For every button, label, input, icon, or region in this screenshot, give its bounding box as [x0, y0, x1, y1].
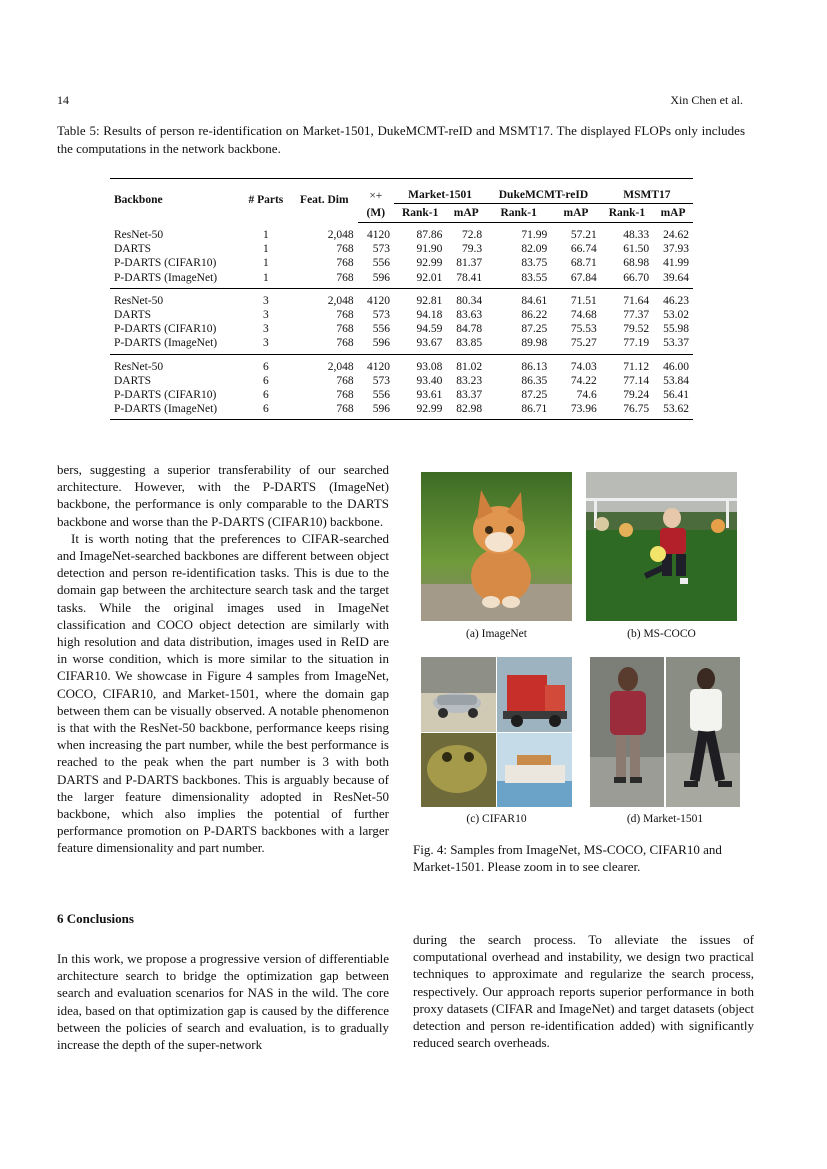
cell-msmt-rank1: 77.19 — [601, 336, 653, 354]
cell-parts: 3 — [263, 309, 269, 322]
col-market-rank1: Rank-1 — [394, 204, 446, 223]
cell-msmt-map: 53.02 — [663, 309, 689, 322]
cell-parts: 1 — [241, 271, 291, 289]
cell-feat-dim: 2,048 — [327, 228, 354, 241]
cell-msmt-rank1: 68.98 — [623, 257, 650, 270]
table-group-3-parts — [110, 288, 693, 354]
cell-backbone: P-DARTS (CIFAR10) — [114, 257, 217, 270]
table-row — [110, 336, 693, 354]
cell-flops: 556 — [372, 257, 391, 270]
cell-msmt-rank1: 77.14 — [623, 374, 650, 387]
figure-caption: Fig. 4: Samples from ImageNet, MS-COCO, CIFAR10 and Market-1501. Please zoom in to see clearer. — [413, 842, 722, 875]
table-group-6-parts — [110, 354, 693, 420]
cell-feat-dim: 768 — [291, 271, 358, 289]
conclusions-paragraph: In this work, we propose a progressive version of differentiable architecture search to bridge the optimization gap between search and evaluation scenarios for NAS in the wild. The core idea, based on that optimization gap is caused by the difference between the policies of search and evaluation, is to gradually increase the depth of the super-network — [57, 951, 389, 1053]
col-backbone: Backbone — [110, 179, 241, 223]
cell-backbone: DARTS — [114, 309, 152, 322]
col-msmt: MSMT17 — [601, 179, 693, 204]
cell-flops: 596 — [358, 402, 394, 420]
cell-duke-map: 74.6 — [576, 388, 597, 401]
cell-market-map: 83.85 — [446, 336, 486, 354]
cell-feat-dim: 768 — [336, 243, 354, 256]
cell-backbone: P-DARTS (ImageNet) — [110, 271, 241, 289]
cell-flops: 4120 — [367, 360, 391, 373]
cell-msmt-rank1: 66.70 — [601, 271, 653, 289]
cell-msmt-map: 55.98 — [663, 323, 689, 336]
cell-flops: 4120 — [367, 229, 391, 242]
table-row — [110, 322, 693, 336]
cell-duke-map: 68.71 — [570, 257, 597, 270]
running-author: Xin Chen et al. — [670, 93, 743, 107]
cell-duke-rank1: 86.13 — [521, 360, 548, 373]
table-row — [110, 223, 693, 243]
cell-market-rank1: 94.59 — [416, 323, 443, 336]
cell-market-rank1: 92.99 — [416, 257, 443, 270]
cell-parts: 3 — [241, 336, 291, 354]
market1501-sample-image-1 — [590, 657, 664, 807]
cell-msmt-rank1: 76.75 — [601, 402, 653, 420]
cell-feat-dim: 768 — [336, 374, 354, 387]
cell-msmt-map: 24.62 — [663, 229, 689, 242]
cell-flops: 596 — [358, 271, 394, 289]
cell-duke-rank1: 82.09 — [521, 243, 548, 256]
col-flops-unit: (M) — [358, 204, 394, 223]
cell-msmt-map: 41.99 — [663, 257, 689, 270]
table-row — [110, 288, 693, 308]
cell-market-map: 81.37 — [456, 257, 483, 270]
cell-parts: 3 — [263, 294, 269, 307]
col-flops-symbol: ×+ — [358, 179, 394, 204]
cell-market-map: 82.98 — [446, 402, 486, 420]
cell-msmt-map: 53.62 — [653, 402, 693, 420]
col-duke: DukeMCMT-reID — [486, 179, 601, 204]
cell-market-map: 81.02 — [456, 360, 483, 373]
subcaption-imagenet: (a) ImageNet — [466, 628, 527, 640]
table-row — [110, 308, 693, 322]
conclusions-left-column — [57, 950, 389, 1053]
cell-feat-dim: 768 — [336, 323, 354, 336]
table-row — [110, 271, 693, 289]
conclusions-paragraph-continued: during the search process. To alleviate the issues of computational overhead and instability, we design two practical techniques to approximate and regularize the search process, respectively. Our approach reports superior performance in both proxy datasets (CIFAR and ImageNet) and target datasets (object detection and person re-identification added) with significantly reduced search overheads. — [413, 932, 754, 1051]
cell-flops: 556 — [372, 323, 391, 336]
cell-backbone: P-DARTS (ImageNet) — [110, 402, 241, 420]
cell-backbone: P-DARTS (CIFAR10) — [114, 388, 217, 401]
subcaption-cifar10: (c) CIFAR10 — [466, 813, 527, 825]
cell-flops: 4120 — [367, 294, 391, 307]
running-head — [57, 93, 743, 108]
cell-market-map: 78.41 — [446, 271, 486, 289]
cell-parts: 1 — [263, 257, 269, 270]
cell-duke-map: 67.84 — [551, 271, 601, 289]
cell-backbone: ResNet-50 — [114, 294, 164, 307]
cell-market-map: 83.37 — [456, 388, 483, 401]
cell-market-rank1: 93.40 — [416, 374, 443, 387]
col-market-map: mAP — [446, 204, 486, 223]
cell-feat-dim: 2,048 — [327, 294, 354, 307]
cell-parts: 1 — [263, 228, 269, 241]
conclusions-right-column — [413, 931, 754, 1051]
table-caption: Table 5: Results of person re-identification on Market-1501, DukeMCMT-reID and MSMT17. The displayed FLOPs only includes the computations in the network backbone. — [57, 123, 745, 156]
cell-flops: 573 — [372, 309, 391, 322]
cell-duke-rank1: 86.35 — [521, 374, 548, 387]
cell-market-rank1: 87.86 — [416, 229, 443, 242]
cell-msmt-map: 53.37 — [653, 336, 693, 354]
cell-parts: 6 — [263, 388, 269, 401]
cell-parts: 3 — [263, 323, 269, 336]
col-duke-map: mAP — [551, 204, 601, 223]
page-number: 14 — [57, 93, 69, 107]
cell-duke-map: 73.96 — [551, 402, 601, 420]
cell-feat-dim: 2,048 — [327, 360, 354, 373]
col-duke-rank1: Rank-1 — [486, 204, 551, 223]
cell-msmt-map: 39.64 — [653, 271, 693, 289]
cell-feat-dim: 768 — [291, 336, 358, 354]
col-feat-dim: Feat. Dim — [291, 179, 358, 223]
cell-msmt-rank1: 61.50 — [623, 243, 650, 256]
cell-duke-map: 74.22 — [570, 374, 597, 387]
cell-flops: 573 — [372, 243, 391, 256]
body-left-column — [57, 461, 389, 857]
cell-market-map: 79.3 — [462, 243, 483, 256]
cell-msmt-map: 46.00 — [663, 360, 689, 373]
cell-parts: 1 — [263, 243, 269, 256]
subcaption-mscoco: (b) MS-COCO — [627, 628, 696, 640]
cell-msmt-rank1: 71.64 — [623, 294, 650, 307]
table-row — [110, 354, 693, 374]
cell-msmt-map: 46.23 — [663, 294, 689, 307]
cell-market-rank1: 92.99 — [394, 402, 446, 420]
cell-msmt-rank1: 79.24 — [623, 388, 650, 401]
table-row — [110, 388, 693, 402]
cell-backbone: P-DARTS (ImageNet) — [110, 336, 241, 354]
cell-market-rank1: 94.18 — [416, 309, 443, 322]
cell-market-rank1: 93.61 — [416, 388, 443, 401]
cell-msmt-rank1: 77.37 — [623, 309, 650, 322]
table-group-1-part — [110, 223, 693, 289]
cell-msmt-map: 56.41 — [663, 388, 689, 401]
cell-market-map: 83.63 — [456, 309, 483, 322]
table-row — [110, 402, 693, 420]
col-parts: # Parts — [241, 179, 291, 223]
cell-duke-rank1: 87.25 — [521, 388, 548, 401]
cell-duke-map: 66.74 — [570, 243, 597, 256]
cifar10-sample-image — [421, 657, 572, 807]
cell-parts: 6 — [263, 374, 269, 387]
cell-msmt-rank1: 79.52 — [623, 323, 650, 336]
cell-feat-dim: 768 — [336, 388, 354, 401]
table-row — [110, 242, 693, 256]
cell-msmt-map: 37.93 — [663, 243, 689, 256]
cell-msmt-map: 53.84 — [663, 374, 689, 387]
subcaption-market1501: (d) Market-1501 — [626, 813, 704, 825]
cell-backbone: ResNet-50 — [114, 360, 164, 373]
cell-backbone: DARTS — [114, 243, 152, 256]
cell-duke-rank1: 86.22 — [521, 309, 548, 322]
mscoco-sample-image — [586, 472, 737, 621]
cell-flops: 573 — [372, 374, 391, 387]
col-market: Market-1501 — [394, 179, 486, 204]
body-paragraph: It is worth noting that the preferences to CIFAR-searched and ImageNet-searched backbones are different between object detection and person re-identification tasks. This is due to the domain gap between the architecture search task and the target tasks. While the original images used in ImageNet classification and COCO object detection are similarly with high resolution and data distribution, images used in ReID are in worse condition, which is more similar to the situation in CIFAR10. We showcase in Figure 4 samples from ImageNet, COCO, CIFAR10, and Market-1501, where the domain gap between them can be visually observed. A notable phenomenon is that with the ResNet-50 backbone, performance keeps rising when increasing the part number, while the best performance is reached to the peak when the part number is 3 with both DARTS and P-DARTS backbones. This is arguably because of the larger feature dimensionality adopted in ResNet-50 backbone, which also implies the potential of further performance promotion on P-DARTS backbones with a larger feature dimensionality and part number. — [57, 530, 389, 856]
cell-backbone: DARTS — [114, 374, 152, 387]
cell-duke-map: 71.51 — [570, 294, 597, 307]
cell-feat-dim: 768 — [336, 257, 354, 270]
cell-market-rank1: 91.90 — [416, 243, 443, 256]
cell-duke-rank1: 71.99 — [521, 229, 548, 242]
results-table — [110, 178, 693, 420]
cell-duke-map: 74.68 — [570, 309, 597, 322]
cell-market-map: 72.8 — [462, 229, 483, 242]
market1501-sample-image-2 — [666, 657, 740, 807]
cell-market-rank1: 92.81 — [416, 294, 443, 307]
cell-backbone: ResNet-50 — [114, 228, 164, 241]
cell-parts: 6 — [263, 360, 269, 373]
cell-market-map: 83.23 — [456, 374, 483, 387]
cell-backbone: P-DARTS (CIFAR10) — [114, 323, 217, 336]
cell-msmt-rank1: 71.12 — [623, 360, 650, 373]
cell-market-rank1: 93.08 — [416, 360, 443, 373]
col-msmt-rank1: Rank-1 — [601, 204, 653, 223]
cell-market-rank1: 93.67 — [394, 336, 446, 354]
cell-duke-rank1: 84.61 — [521, 294, 548, 307]
cell-flops: 596 — [358, 336, 394, 354]
imagenet-sample-image — [421, 472, 572, 621]
cell-duke-map: 57.21 — [570, 229, 597, 242]
cell-duke-rank1: 87.25 — [521, 323, 548, 336]
cell-duke-map: 74.03 — [570, 360, 597, 373]
body-paragraph: bers, suggesting a superior transferability of our searched architecture. However, with the P-DARTS (ImageNet) backbone, the performance is only comparable to the DARTS backbone and worse than the P-DARTS (CIFAR10) backbone. — [57, 462, 389, 529]
section-title-conclusions: 6 Conclusions — [57, 911, 134, 926]
cell-parts: 6 — [241, 402, 291, 420]
cell-flops: 556 — [372, 388, 391, 401]
cell-duke-rank1: 83.75 — [521, 257, 548, 270]
table-row — [110, 374, 693, 388]
cell-feat-dim: 768 — [336, 309, 354, 322]
cell-market-rank1: 92.01 — [394, 271, 446, 289]
cell-duke-rank1: 83.55 — [486, 271, 551, 289]
cell-market-map: 80.34 — [456, 294, 483, 307]
cell-duke-rank1: 86.71 — [486, 402, 551, 420]
cell-duke-map: 75.53 — [570, 323, 597, 336]
cell-duke-map: 75.27 — [551, 336, 601, 354]
col-msmt-map: mAP — [653, 204, 693, 223]
cell-duke-rank1: 89.98 — [486, 336, 551, 354]
cell-feat-dim: 768 — [291, 402, 358, 420]
cell-msmt-rank1: 48.33 — [623, 229, 650, 242]
cell-market-map: 84.78 — [456, 323, 483, 336]
table-row — [110, 256, 693, 270]
